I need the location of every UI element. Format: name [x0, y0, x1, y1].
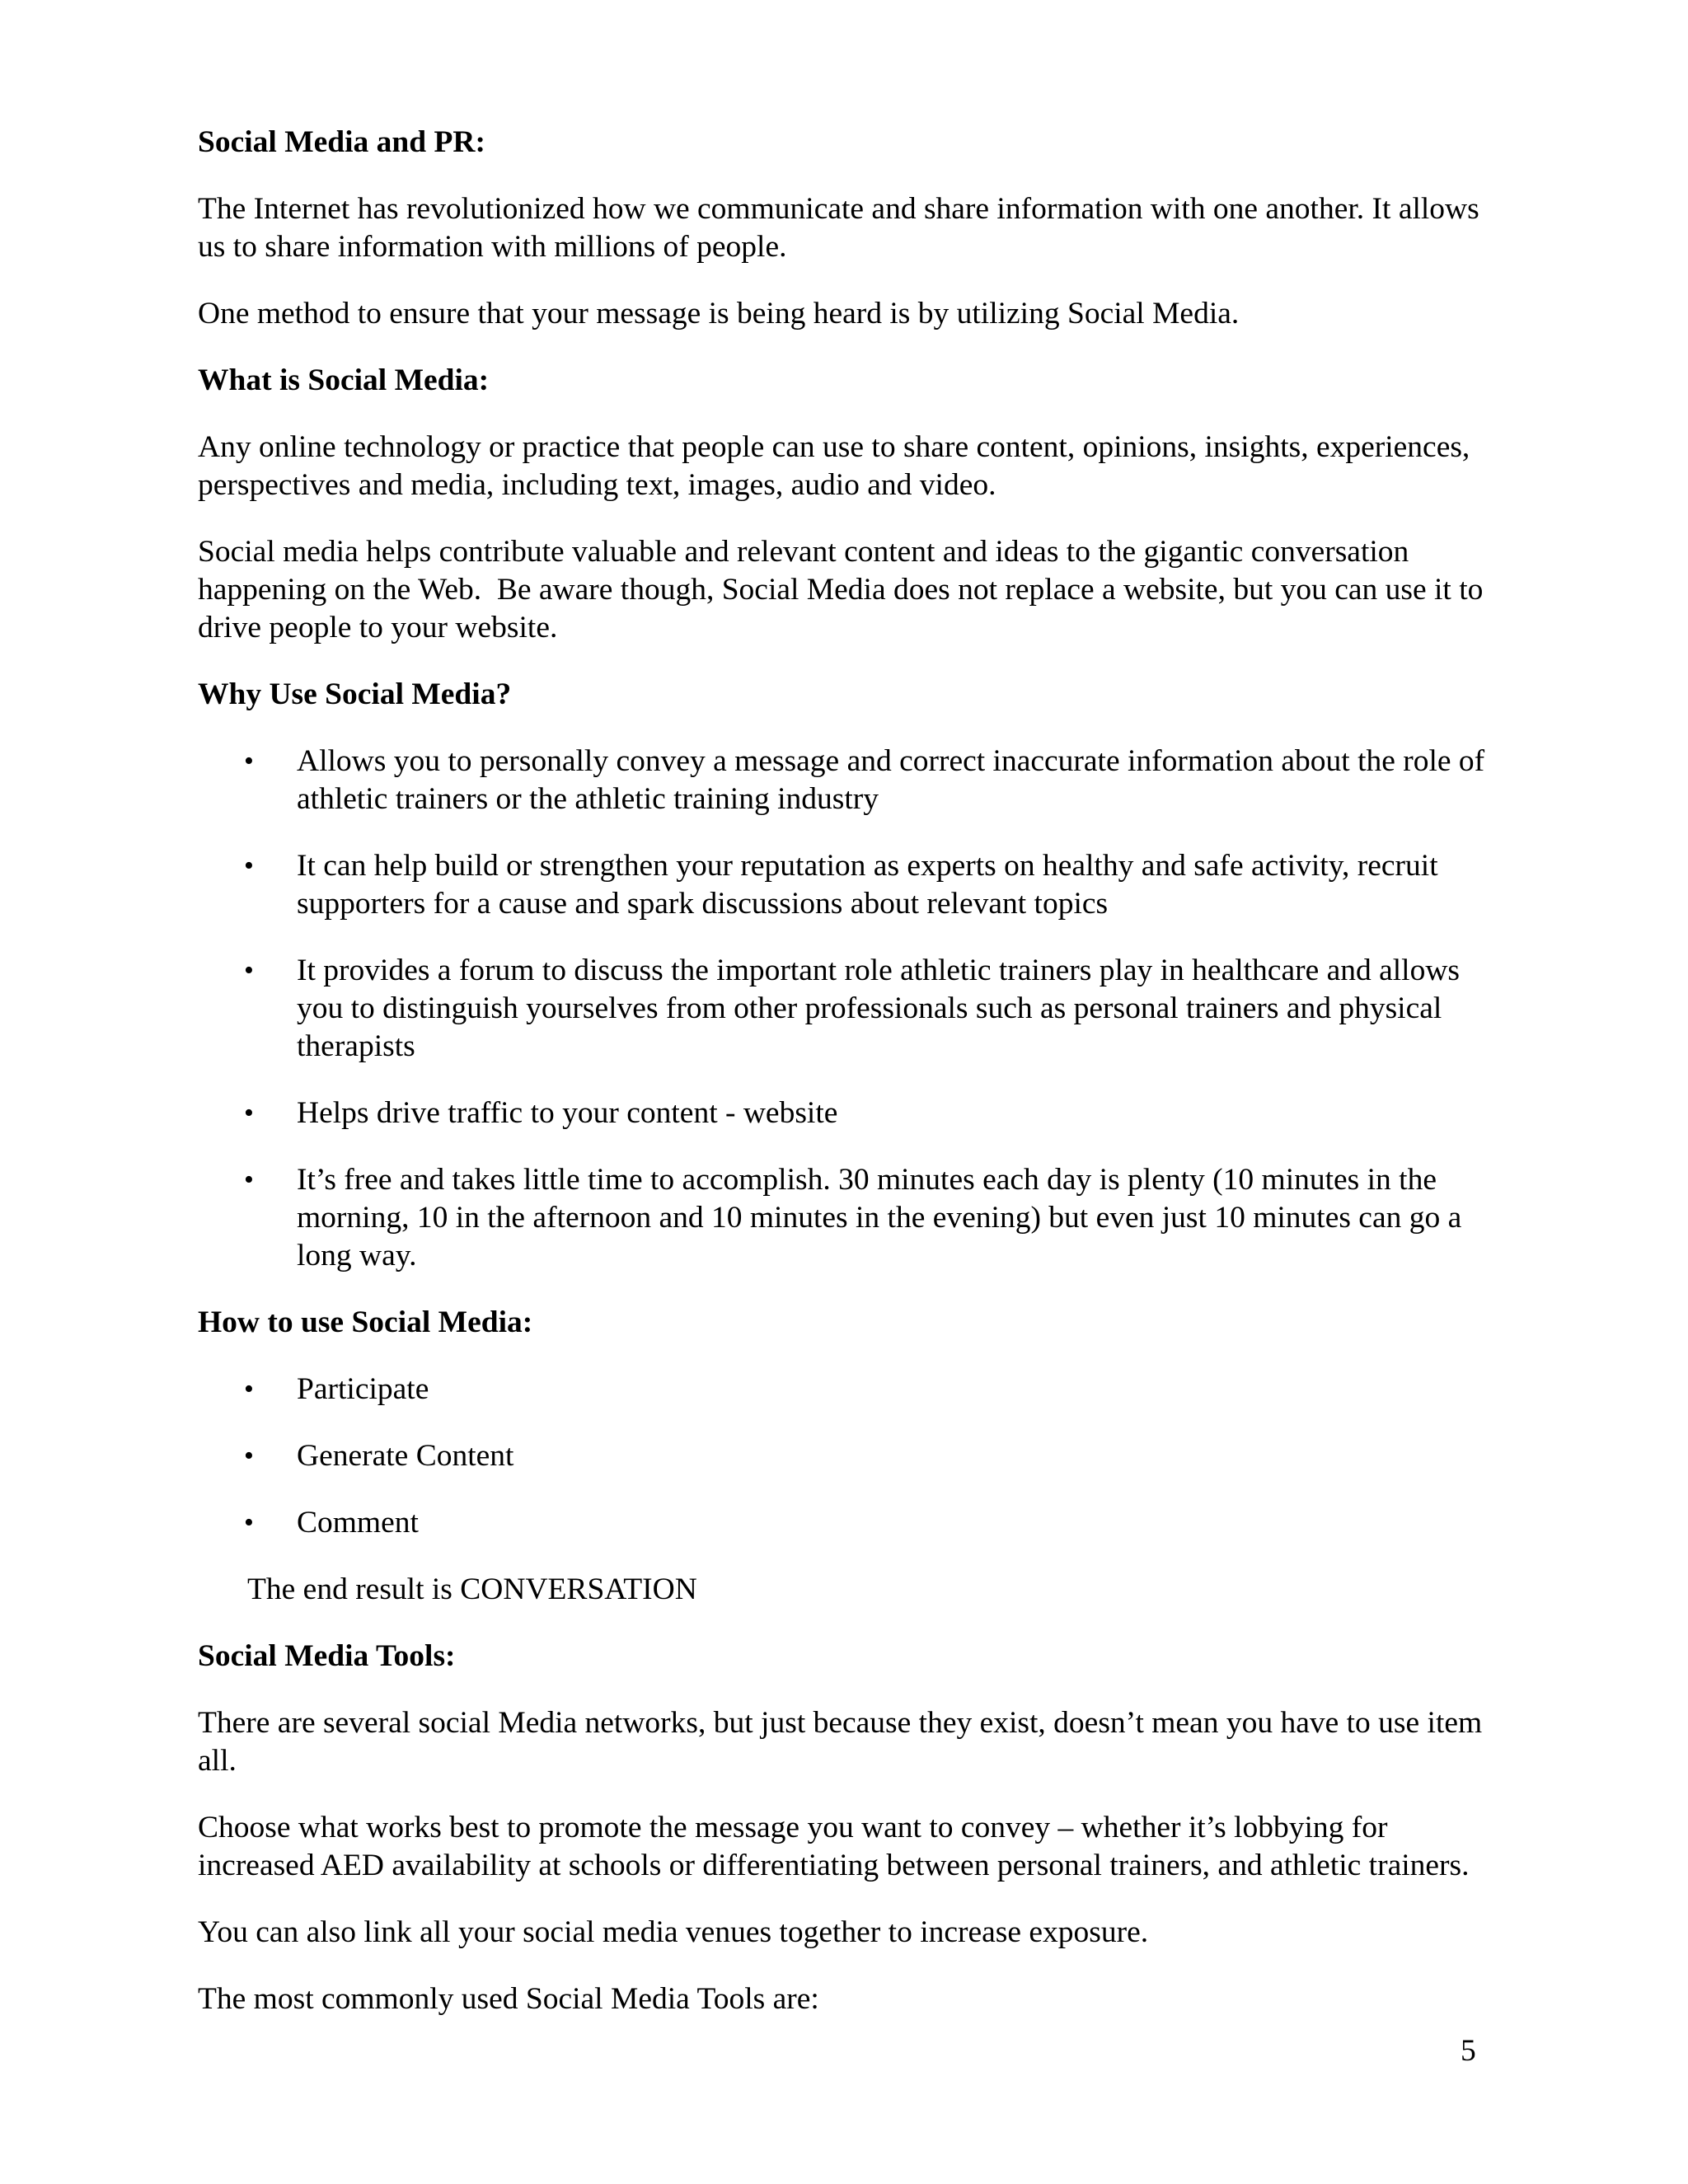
list-item: [198, 1504, 1500, 1542]
heading-what-is-social-media: What is Social Media:: [198, 363, 490, 397]
list-item-text: It’s free and takes little time to accomplish. 30 minutes each day is plenty (10 minutes in the morning, 10 in the afternoon and 10 minutes in the evening) but even just 10 minutes can go a long way.: [297, 1163, 1462, 1272]
heading-why-use-social-media: Why Use Social Media?: [198, 677, 512, 711]
paragraph: Social media helps contribute valuable and relevant content and ideas to the gigantic conversation happening on the Web. Be aware though, Social Media does not replace a website, but you can use it to drive people to your website.: [198, 535, 1491, 644]
bullet-icon: •: [244, 1098, 254, 1128]
paragraph: One method to ensure that your message is being heard is by utilizing Social Media.: [198, 297, 1240, 330]
list-item: [198, 847, 1500, 923]
list-item-text: Allows you to personally convey a message and correct inaccurate information about the role of athletic trainers or the athletic training industry: [297, 744, 1485, 816]
bullet-icon: •: [244, 1374, 254, 1404]
end-result-line: The end result is CONVERSATION: [247, 1572, 697, 1606]
heading-how-to-use-social-media: How to use Social Media:: [198, 1305, 533, 1339]
why-use-bullet-list: [198, 743, 1500, 1275]
list-item-text: Participate: [297, 1372, 429, 1406]
list-item-text: Comment: [297, 1506, 419, 1540]
paragraph: You can also link all your social media venues together to increase exposure.: [198, 1915, 1149, 1949]
paragraph: Any online technology or practice that people can use to share content, opinions, insights, experiences, perspectives and media, including text, images, audio and video.: [198, 430, 1478, 502]
paragraph: Choose what works best to promote the message you want to convey – whether it’s lobbying for increased AED availability at schools or differentiating between personal trainers, and athletic trainers.: [198, 1811, 1470, 1882]
list-item-text: It can help build or strengthen your reputation as experts on healthy and safe activity, recruit supporters for a cause and spark discussions about relevant topics: [297, 849, 1438, 921]
bullet-icon: •: [244, 1441, 254, 1471]
bullet-icon: •: [244, 955, 254, 986]
list-item: [198, 1161, 1500, 1275]
page-number: 5: [1461, 2034, 1476, 2068]
list-item-text: Generate Content: [297, 1439, 514, 1473]
bullet-icon: •: [244, 1507, 254, 1538]
paragraph: The Internet has revolutionized how we communicate and share information with one another. It allows us to share information with millions of people.: [198, 192, 1488, 264]
list-item: [198, 743, 1500, 818]
paragraph: There are several social Media networks, but just because they exist, doesn’t mean you have to use item all.: [198, 1706, 1490, 1778]
how-to-use-bullet-list: [198, 1371, 1500, 1542]
list-item: [198, 1437, 1500, 1475]
heading-social-media-and-pr: Social Media and PR:: [198, 125, 485, 159]
heading-social-media-tools: Social Media Tools:: [198, 1639, 456, 1673]
list-item: [198, 952, 1500, 1066]
bullet-icon: •: [244, 1165, 254, 1195]
list-item: [198, 1094, 1500, 1132]
bullet-icon: •: [244, 851, 254, 881]
list-item-text: It provides a forum to discuss the important role athletic trainers play in healthcare and allows you to distinguish yourselves from other professionals such as personal trainers and physical therapists: [297, 954, 1461, 1063]
paragraph: The most commonly used Social Media Tools are:: [198, 1982, 819, 2016]
document-page: [198, 124, 1500, 2047]
list-item: [198, 1371, 1500, 1408]
bullet-icon: •: [244, 746, 254, 776]
list-item-text: Helps drive traffic to your content - website: [297, 1096, 838, 1130]
